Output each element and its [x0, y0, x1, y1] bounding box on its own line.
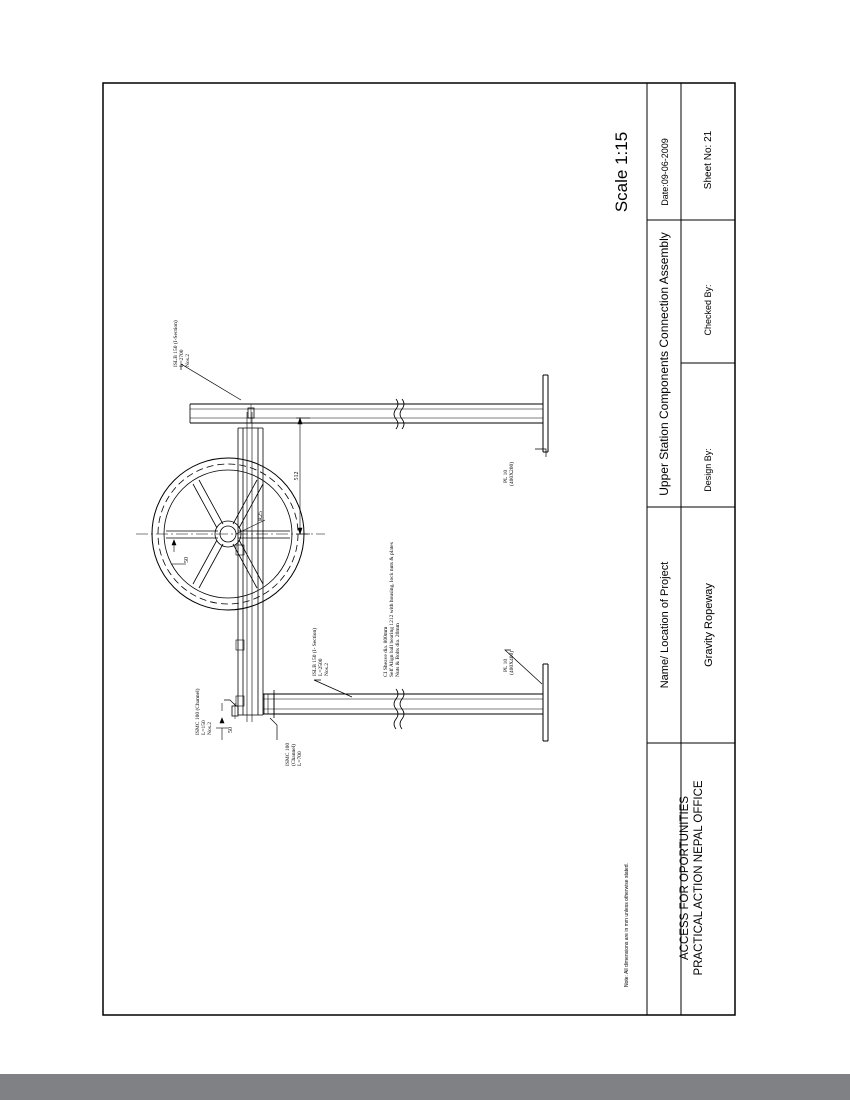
project-label: Name/ Location of Project: [659, 561, 671, 689]
callout-pl-left: [503, 651, 515, 675]
svg-text:Nuts & Bolts dia. 20mm: Nuts & Bolts dia. 20mm: [395, 623, 401, 677]
svg-text:L=2500: L=2500: [318, 658, 324, 676]
org-line1: ACCESS FOR OPORTUNITIES: [679, 795, 691, 961]
drawing-frame: [103, 83, 735, 1015]
svg-text:L=150: L=150: [201, 720, 207, 735]
drawing-title: Upper Station Components Connection Assembly: [657, 232, 671, 496]
svg-text:L=700: L=700: [297, 751, 303, 766]
org-line2: PRACTICAL ACTION NEPAL OFFICE: [693, 780, 705, 976]
checked-by-label: Checked By:: [703, 284, 713, 336]
svg-text:(Channel): (Channel): [291, 744, 297, 766]
svg-text:Nos.2: Nos.2: [324, 663, 330, 676]
svg-text:Nos.2: Nos.2: [185, 354, 191, 367]
bottom-bar: [0, 1074, 850, 1100]
svg-text:ISMC 100: ISMC 100: [285, 742, 291, 766]
svg-text:ISMC 100 (Channel): ISMC 100 (Channel): [195, 688, 201, 735]
svg-text:(400X200): (400X200): [509, 461, 515, 486]
r25-leader: [236, 520, 265, 534]
title-block: [647, 83, 735, 1015]
dimension-50-wheel-text: 50: [184, 557, 190, 563]
svg-text:ISLB 150 (I- Section): ISLB 150 (I- Section): [312, 627, 318, 676]
callout-pl-right: [503, 462, 515, 486]
callout-ismc-side: [285, 743, 303, 766]
dimension-512-text: 512: [294, 471, 300, 481]
dimension-r25-text: R25: [258, 510, 264, 522]
svg-text:CI Sheave dia. 800mm: CI Sheave dia. 800mm: [383, 626, 389, 677]
dimension-note: Note: All dimensions are in mm unless otherwise stated.: [624, 863, 630, 987]
svg-text:PL 10: PL 10: [503, 469, 509, 483]
design-by-label: Design By:: [703, 448, 713, 492]
dimension-50-left: [216, 703, 228, 740]
sheet-number: Sheet No: 21: [703, 130, 714, 190]
assembly-drawing: [136, 364, 548, 741]
svg-text:Self Align ball bearing 1212 w: Self Align ball bearing 1212 with housing, lock nuts & plates: [389, 542, 395, 677]
svg-text:(400X400): (400X400): [509, 650, 515, 675]
callout-sheave-notes: [383, 542, 401, 677]
callout-ismc-top: [194, 688, 213, 735]
dimension-50-left-text: 50: [228, 727, 234, 733]
scale-label: Scale 1:15: [612, 131, 631, 213]
svg-text:Nos.2: Nos.2: [207, 722, 213, 735]
svg-text:L=2700: L=2700: [179, 349, 185, 367]
callout-islb-left: [311, 628, 330, 676]
callout-islb-right: [172, 320, 191, 367]
svg-text:ISLB 150 (I-Section): ISLB 150 (I-Section): [173, 320, 179, 367]
project-name: Gravity Ropeway: [703, 583, 715, 667]
right-i-section-post: [190, 375, 548, 452]
date-label: Date:09-06-2009: [660, 138, 670, 206]
svg-text:PL 10: PL 10: [503, 658, 509, 672]
